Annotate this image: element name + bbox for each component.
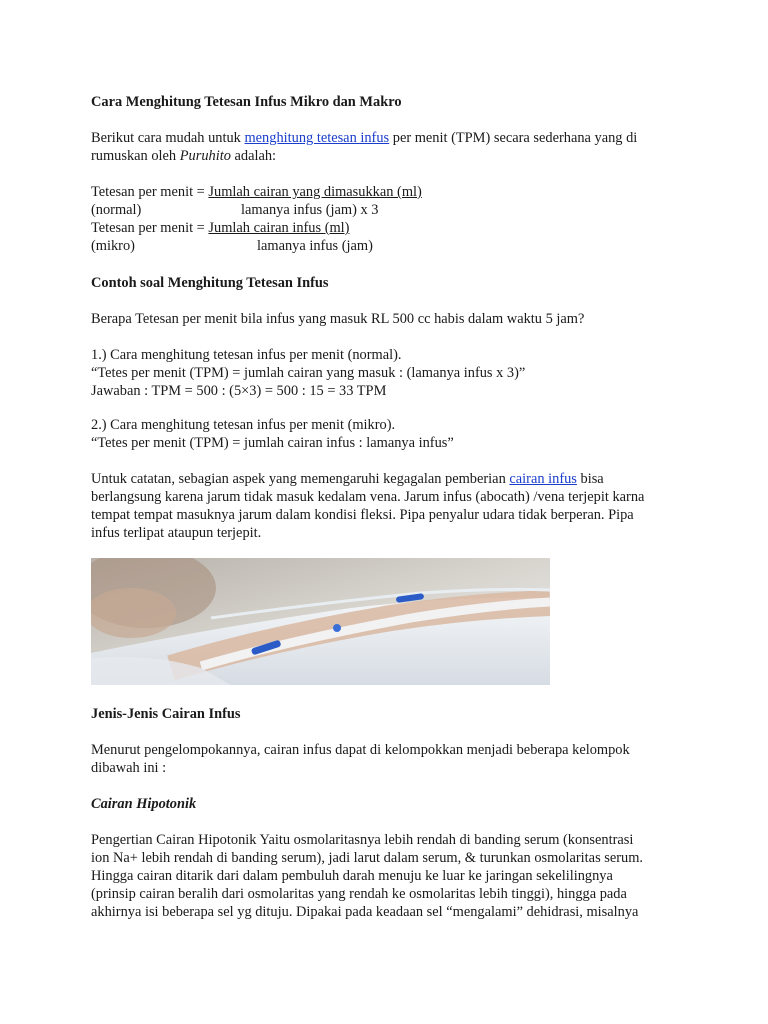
intro-line-1: [91, 129, 637, 147]
formula-label: Tetesan per menit =: [91, 184, 209, 200]
formula-normal-numerator: [91, 183, 422, 201]
hypotonic-line-5: akhirnya isi beberapa sel yg dituju. Dipakai pada keadaan sel “mengalami” dehidrasi, misalnya: [91, 904, 639, 920]
note-line-3: tempat tempat masuknya jarum dalam kondisi fleksi. Pipa penyalur udara tidak berperan. Pipa: [91, 507, 634, 523]
step-1-formula: “Tetes per menit (TPM) = jumlah cairan yang masuk : (lamanya infus x 3)”: [91, 365, 526, 381]
patient-infusion-photo: [91, 558, 550, 685]
hypotonic-line-3: Hingga cairan ditarik dari dalam pembuluh darah menuju ke luar ke jaringan sekelilingnya: [91, 868, 613, 884]
step-1-answer: Jawaban : TPM = 500 : (5×3) = 500 : 15 = 33 TPM: [91, 383, 387, 399]
example-heading: Contoh soal Menghitung Tetesan Infus: [91, 275, 329, 291]
step-2-formula: “Tetes per menit (TPM) = jumlah cairan infus : lamanya infus”: [91, 435, 454, 451]
document-title: Cara Menghitung Tetesan Infus Mikro dan Makro: [91, 94, 402, 110]
link-cairan-infus[interactable]: cairan infus: [509, 471, 577, 487]
example-question: Berapa Tetesan per menit bila infus yang masuk RL 500 cc habis dalam waktu 5 jam?: [91, 311, 585, 327]
hypotonic-line-1: Pengertian Cairan Hipotonik Yaitu osmolaritasnya lebih rendah di banding serum (konsentrasi: [91, 832, 634, 848]
formula-normal-label: (normal): [91, 202, 142, 218]
hypotonic-line-2: ion Na+ lebih rendah di banding serum), jadi larut dalam serum, & turunkan osmolaritas serum.: [91, 850, 644, 866]
formula-numerator: Jumlah cairan infus (ml): [208, 220, 350, 236]
step-2-title: 2.) Cara menghitung tetesan infus per menit (mikro).: [91, 417, 396, 433]
formula-micro-numerator: [91, 219, 349, 237]
note-line-2: berlangsung karena jarum tidak masuk kedalam vena. Jarum infus (abocath) /vena terjepit karna: [91, 489, 645, 505]
author-name: Puruhito: [179, 148, 231, 164]
step-1-title: 1.) Cara menghitung tetesan infus per menit (normal).: [91, 347, 402, 363]
intro-text: Berikut cara mudah untuk: [91, 130, 245, 146]
hypotonic-line-4: (prinsip cairan beralih dari osmolaritas yang rendah ke osmolaritas lebih tinggi), hingga pada: [91, 886, 627, 902]
link-menghitung-tetesan-infus[interactable]: menghitung tetesan infus: [244, 130, 390, 146]
types-line-2: dibawah ini :: [91, 760, 167, 776]
note-line-1: [91, 470, 604, 488]
types-heading: Jenis-Jenis Cairan Infus: [91, 706, 241, 722]
intro-text-2: rumuskan oleh: [91, 148, 180, 164]
formula-micro-denominator: lamanya infus (jam): [257, 238, 373, 254]
intro-text-cont: per menit (TPM) secara sederhana yang di: [389, 130, 638, 146]
intro-text-2-end: adalah:: [230, 148, 277, 164]
note-text: Untuk catatan, sebagian aspek yang memengaruhi kegagalan pemberian: [91, 471, 510, 487]
hypotonic-heading: Cairan Hipotonik: [91, 796, 197, 812]
formula-normal-denominator: lamanya infus (jam) x 3: [241, 202, 379, 218]
note-line-4: infus terlipat ataupun terjepit.: [91, 525, 262, 541]
formula-numerator: Jumlah cairan yang dimasukkan (ml): [208, 184, 422, 200]
types-line-1: Menurut pengelompokannya, cairan infus dapat di kelompokkan menjadi beberapa kelompok: [91, 742, 630, 758]
formula-micro-label: (mikro): [91, 238, 135, 254]
note-text-end: bisa: [576, 471, 604, 487]
formula-label: Tetesan per menit =: [91, 220, 209, 236]
intro-line-2: [91, 147, 276, 165]
